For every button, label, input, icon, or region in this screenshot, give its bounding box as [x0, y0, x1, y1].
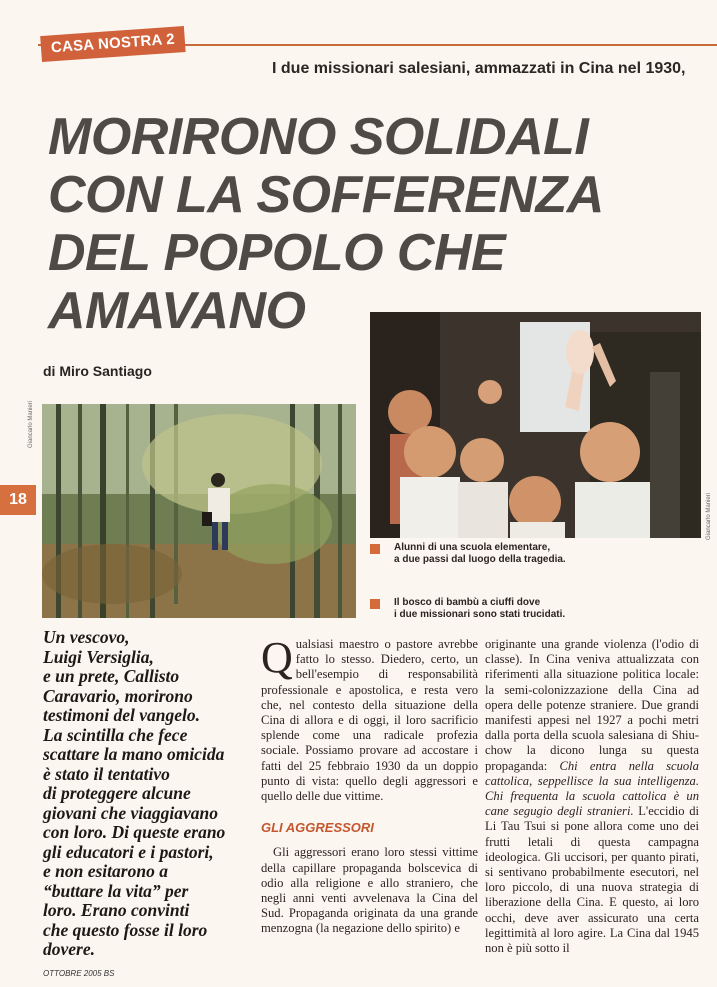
kicker: I due missionari salesiani, ammazzati in Cina nel 1930, — [272, 60, 686, 77]
caption-line: Alunni di una scuola elementare, — [394, 542, 551, 553]
caption-schoolchildren — [370, 542, 566, 566]
lead-line: Un vescovo, — [43, 627, 130, 647]
lead-line: loro. Erano convinti — [43, 900, 190, 920]
drop-cap: Q — [261, 633, 293, 682]
body-column-2 — [485, 637, 699, 956]
lead-line: con loro. Di queste erano — [43, 822, 226, 842]
lead-line: di proteggere alcune — [43, 783, 191, 803]
body-paragraph: Gli aggressori erano loro stessi vittime della capillare propaganda bolscevica di odio alla religione e allo straniero, che negli anni venti avvelenava la Cina del Sud. Propaganda originata da una grande menzogna (la negazione dello spirito) e — [261, 845, 478, 936]
page-number: 18 — [0, 485, 36, 515]
lead-line: gli educatori e i pastori, — [43, 841, 214, 862]
lead-line: “buttare la vita” per — [43, 880, 189, 901]
bamboo-grove-illustration — [42, 404, 356, 618]
lead-line: La scintilla che fece — [43, 724, 188, 745]
bamboo-grove-photo — [42, 404, 356, 618]
section-tag: CASA NOSTRA 2 — [40, 26, 185, 62]
caption-bamboo — [370, 597, 565, 621]
schoolchildren-illustration — [370, 312, 701, 538]
lead-line: testimoni del vangelo. — [43, 705, 201, 725]
lead-line: è stato il tentativo — [43, 763, 170, 784]
lead-line: giovani che viaggiavano — [43, 802, 218, 823]
caption-line: i due missionari sono stati trucidati. — [394, 609, 566, 620]
lead-line: Caravario, morirono — [43, 685, 193, 706]
body-text: L'eccidio di Li Tau Tsui si pone allora come uno dei frutti letali di questa campagna ideologica. Gli uccisori, per quanto pirati, si sentivano probabilmente esecutori, nel loro piccolo, di una nuova strategia di liberazione della Cina. E questo, ai loro occhi, deve aver assicurato una certa legittimità al loro agire. La Cina dal 1945 non è più sotto il — [485, 804, 699, 956]
lead-paragraph — [43, 628, 253, 960]
photo-credit-left: Giancarlo Manieri — [28, 400, 34, 448]
caption-marker — [370, 544, 380, 554]
headline-line: AMAVANO — [48, 282, 306, 340]
lead-line: e un prete, Callisto — [43, 666, 180, 686]
lead-line: scattare la mano omicida — [43, 744, 225, 764]
photo-credit-right: Giancarlo Manieri — [706, 492, 712, 540]
headline-line: MORIRONO SOLIDALI — [48, 108, 589, 166]
lead-line: dovere. — [43, 939, 95, 959]
body-text: originante una grande violenza (l'odio di classe). In Cina veniva attualizzata con riferimenti alla situazione politica locale: la semi-colonizzazione della Cina ad opera delle potenze straniere. Due grandi manifesti appesi nel 1927 a pochi metri dalla porta della scuola salesiana di Shiu-chow la dicono lunga su questa propaganda: — [485, 637, 699, 773]
caption-line: Il bosco di bambù a ciuffi dove — [394, 597, 541, 608]
caption-marker — [370, 599, 380, 609]
issue-footer: OTTOBRE 2005 BS — [43, 969, 115, 978]
propaganda-quote: Chi entra nella scuola cattolica, seppellisce la sua intelligenza. Chi frequenta la scuola cattolica è un cane segugio degli stranieri. — [485, 758, 699, 819]
schoolchildren-photo — [370, 312, 701, 538]
lead-line: che questo fosse il loro — [43, 919, 208, 940]
byline: di Miro Santiago — [43, 363, 152, 379]
headline-line: CON LA SOFFERENZA — [48, 166, 604, 224]
headline-line: DEL POPOLO CHE — [48, 224, 506, 282]
headline — [48, 108, 708, 340]
lead-line: e non esitarono a — [43, 861, 168, 881]
lead-line: Luigi Versiglia, — [43, 646, 154, 667]
body-column-1 — [261, 633, 478, 937]
body-paragraph: ualsiasi maestro o pastore avrebbe fatto lo stesso. Diedero, certo, un bell'esempio di responsabilità professionale e apostolica, e resta vero che, nel contesto della situazione della Cina di allora e di oggi, il loro sacrificio splende come una radicale profezia sociale. Possiamo provare ad accostare i fatti del 25 febbraio 1930 da un doppio punto di vista: quello degli aggressori e quello delle due vittime. — [261, 637, 478, 804]
caption-line: a due passi dal luogo della tragedia. — [394, 554, 566, 565]
subhead-aggressori: GLI AGGRESSORI — [261, 820, 374, 836]
